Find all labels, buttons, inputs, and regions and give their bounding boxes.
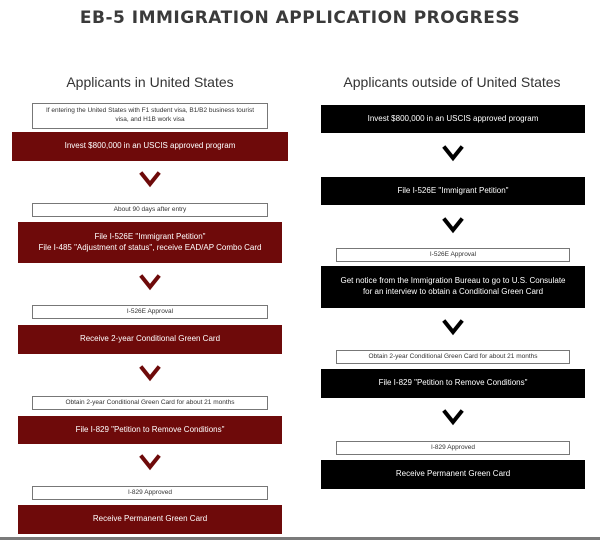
- us-step-permanent-green-card: Receive Permanent Green Card: [18, 505, 282, 534]
- us-step-file-i829: File I-829 "Petition to Remove Conditions": [18, 416, 282, 444]
- down-arrow-icon: [139, 273, 161, 291]
- us-note-entry-visa: If entering the United States with F1 student visa, B1/B2 business tourist visa, and H1B work visa: [32, 103, 268, 129]
- intl-step-file-i526e: File I-526E "Immigrant Petition": [321, 177, 585, 205]
- intl-step-file-i829: File I-829 "Petition to Remove Conditions": [321, 369, 585, 398]
- us-note-i526e-approval: I-526E Approval: [32, 305, 268, 319]
- down-arrow-icon: [139, 170, 161, 188]
- us-step-conditional-green-card: Receive 2-year Conditional Green Card: [18, 325, 282, 354]
- down-arrow-icon: [442, 144, 464, 162]
- down-arrow-icon: [442, 216, 464, 234]
- intl-note-i829-approved: I-829 Approved: [336, 441, 570, 455]
- intl-column-heading: Applicants outside of United States: [343, 74, 561, 90]
- us-note-21-months: Obtain 2-year Conditional Green Card for about 21 months: [32, 396, 268, 410]
- us-step-file-i526e-i485: File I-526E "Immigrant Petition" File I-485 "Adjustment of status", receive EAD/AP Combo Card: [18, 222, 282, 263]
- us-note-i829-approved: I-829 Approved: [32, 486, 268, 500]
- intl-step-invest: Invest $800,000 in an USCIS approved program: [321, 105, 585, 133]
- down-arrow-icon: [442, 318, 464, 336]
- intl-note-i526e-approval: I-526E Approval: [336, 248, 570, 262]
- down-arrow-icon: [139, 364, 161, 382]
- us-column-heading: Applicants in United States: [66, 74, 234, 90]
- intl-step-consulate-interview: Get notice from the Immigration Bureau to go to U.S. Consulate for an interview to obtain a Conditional Green Card: [321, 266, 585, 308]
- page-title: EB-5 IMMIGRATION APPLICATION PROGRESS: [79, 8, 521, 28]
- intl-step-permanent-green-card: Receive Permanent Green Card: [321, 460, 585, 489]
- down-arrow-icon: [442, 408, 464, 426]
- intl-note-21-months: Obtain 2-year Conditional Green Card for about 21 months: [336, 350, 570, 364]
- us-step-invest: Invest $800,000 in an USCIS approved program: [12, 132, 288, 161]
- down-arrow-icon: [139, 453, 161, 471]
- us-note-90-days: About 90 days after entry: [32, 203, 268, 217]
